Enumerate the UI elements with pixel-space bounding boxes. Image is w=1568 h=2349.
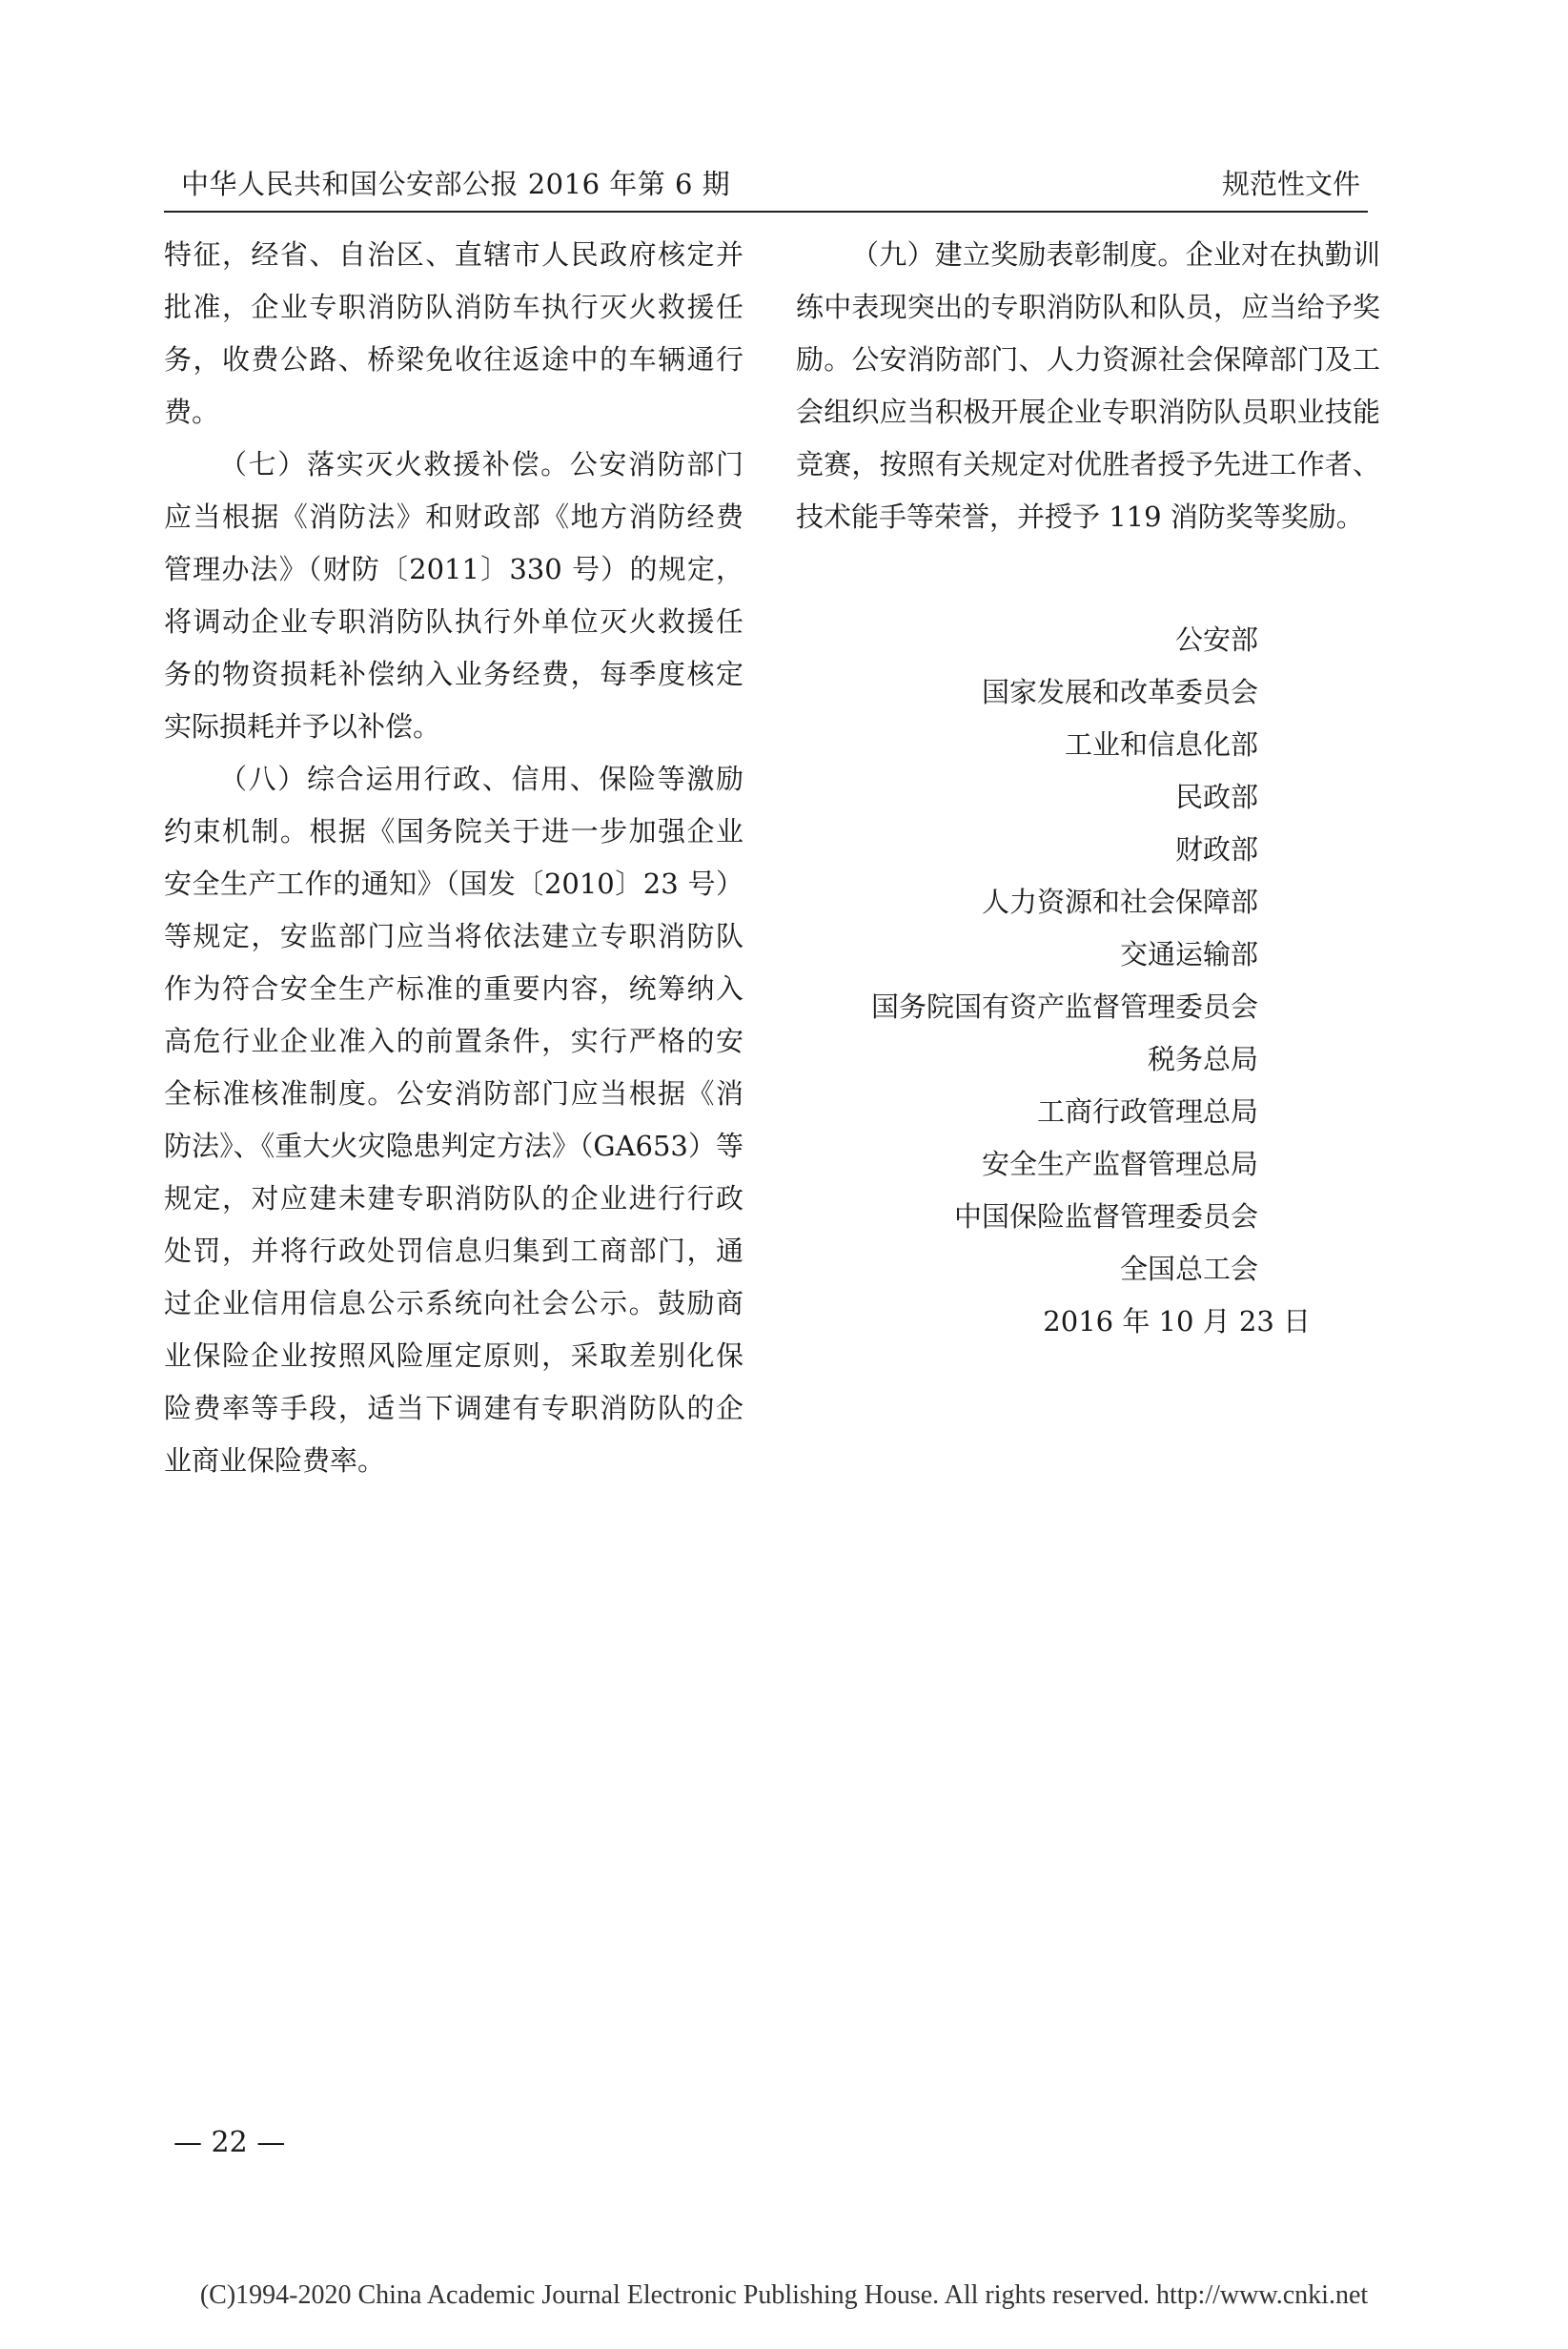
signer: 工业和信息化部 [1064, 728, 1258, 761]
section-label: 规范性文件 [1221, 168, 1360, 200]
signatories-block [796, 614, 1311, 1348]
signer: 交通运输部 [1119, 938, 1258, 970]
paragraph-item-9: （九）建立奖励表彰制度。企业对在执勤训练中表现突出的专职消防队和队员，应当给予奖励。公安消防部门、人力资源社会保障部门及工会组织应当积极开展企业专职消防队员职业技能竞赛，按照有关规定对优胜者授予先进工作者、技术能手等荣誉，并授予 119 消防奖等奖励。 [796, 238, 1380, 533]
signer: 税务总局 [1147, 1043, 1258, 1075]
header-rule [164, 211, 1368, 213]
publication-title: 中华人民共和国公安部公报 2016 年第 6 期 [181, 168, 731, 200]
signer: 全国总工会 [1119, 1253, 1258, 1285]
signer: 安全生产监督管理总局 [981, 1148, 1258, 1180]
signer: 公安部 [1174, 623, 1258, 656]
left-column [164, 229, 743, 1487]
signer: 工商行政管理总局 [1036, 1095, 1258, 1128]
page-header [164, 157, 1368, 213]
signer: 国务院国有资产监督管理委员会 [870, 991, 1258, 1023]
signer: 中国保险监督管理委员会 [953, 1200, 1258, 1233]
signing-date: 2016 年 10 月 23 日 [1043, 1305, 1311, 1338]
paragraph-continuation: 特征，经省、自治区、直辖市人民政府核定并批准，企业专职消防队消防车执行灭火救援任务，收费公路、桥梁免收往返途中的车辆通行费。 [164, 238, 743, 428]
right-column [796, 229, 1380, 543]
signer: 民政部 [1174, 781, 1258, 813]
page-number: — 22 — [173, 2126, 286, 2159]
copyright-footer: (C)1994-2020 China Academic Journal Electronic Publishing House. All rights reserved. http://www.cnki.net [199, 2280, 1369, 2310]
signer: 国家发展和改革委员会 [981, 676, 1258, 708]
paragraph-item-8: （八）综合运用行政、信用、保险等激励约束机制。根据《国务院关于进一步加强企业安全生产工作的通知》（国发〔2010〕23 号）等规定，安监部门应当将依法建立专职消防队作为符合安全生产标准的重要内容，统筹纳入高危行业企业准入的前置条件，实行严格的安全标准核准制度。公安消防部门应当根据《消防法》、《重大火灾隐患判定方法》（GA653）等规定，对应建未建专职消防队的企业进行行政处罚，并将行政处罚信息归集到工商部门，通过企业信用信息公示系统向社会公示。鼓励商业保险企业按照风险厘定原则，采取差别化保险费率等手段，适当下调建有专职消防队的企业商业保险费率。 [164, 763, 743, 1477]
signer: 财政部 [1174, 833, 1258, 866]
signer: 人力资源和社会保障部 [981, 886, 1258, 918]
paragraph-item-7: （七）落实灭火救援补偿。公安消防部门应当根据《消防法》和财政部《地方消防经费管理办法》（财防〔2011〕330 号）的规定，将调动企业专职消防队执行外单位灭火救援任务的物资损耗补偿纳入业务经费，每季度核定实际损耗并予以补偿。 [164, 448, 743, 743]
